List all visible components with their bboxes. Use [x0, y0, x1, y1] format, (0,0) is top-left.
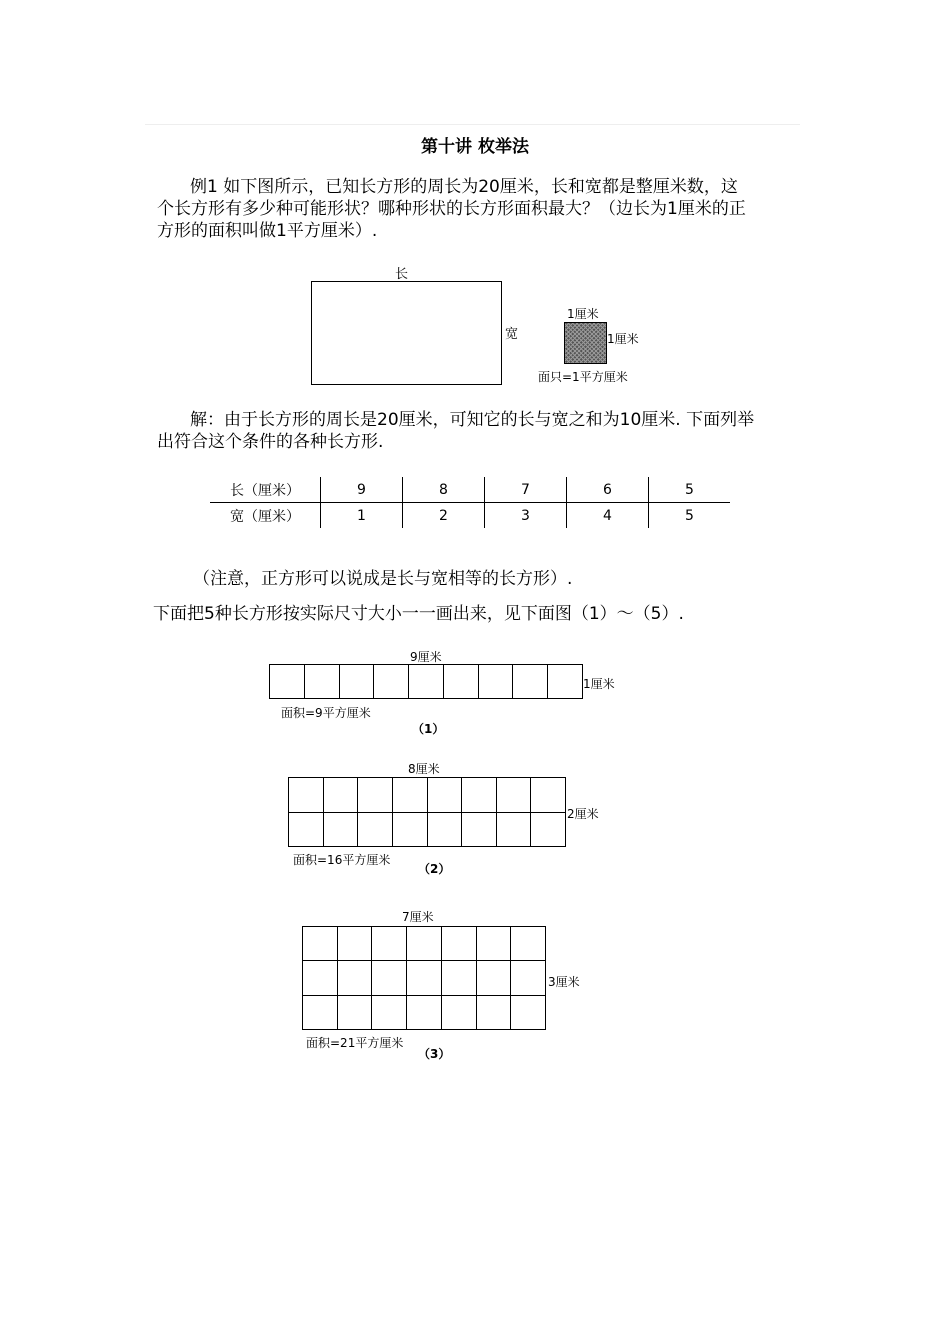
- unit-cell: [303, 961, 338, 995]
- table-cell: 5: [649, 477, 731, 503]
- unit-cell: [477, 961, 512, 995]
- unit-cell: [444, 665, 479, 699]
- unit-cell: [407, 961, 442, 995]
- unit-square-area-label: 面只=1平方厘米: [538, 370, 628, 384]
- unit-cell: [324, 813, 359, 848]
- unit-cell: [372, 996, 407, 1030]
- unit-cell: [442, 961, 477, 995]
- table-row: [210, 503, 730, 529]
- table-cell: 1: [321, 503, 403, 529]
- solution-line-2: 出符合这个条件的各种长方形.: [157, 432, 384, 452]
- unit-cell: [477, 996, 512, 1030]
- unit-cell: [511, 927, 546, 961]
- table-cell: 4: [567, 503, 649, 529]
- dimensions-table: [210, 477, 730, 528]
- unit-cell: [462, 778, 497, 813]
- rect3-side-label: 3厘米: [548, 975, 580, 989]
- table-cell: 6: [567, 477, 649, 503]
- table-cell: 3: [485, 503, 567, 529]
- unit-cell: [270, 665, 305, 699]
- unit-cell: [428, 778, 463, 813]
- example-line-2: 个长方形有多少种可能形状？哪种形状的长方形面积最大？（边长为1厘米的正: [157, 199, 746, 219]
- rect1-grid: [269, 664, 583, 699]
- unit-cell: [393, 778, 428, 813]
- header-rule: [145, 124, 800, 125]
- unit-square-top-label: 1厘米: [567, 307, 599, 321]
- table-row-header: 宽（厘米）: [230, 508, 300, 525]
- figure-rectangle: [311, 281, 502, 385]
- solution-line-1: 解：由于长方形的周长是20厘米，可知它的长与宽之和为10厘米. 下面列举: [190, 410, 755, 430]
- unit-cell: [497, 778, 532, 813]
- figure-length-label: 长: [395, 267, 409, 282]
- rect1-side-label: 1厘米: [583, 677, 615, 691]
- example-line-3: 方形的面积叫做1平方厘米）.: [157, 221, 378, 241]
- table-cell: 7: [485, 477, 567, 503]
- rect3-grid: [302, 926, 546, 1030]
- unit-cell: [407, 996, 442, 1030]
- unit-cell: [340, 665, 375, 699]
- unit-square-side-label: 1厘米: [607, 332, 639, 346]
- figure-width-label: 宽: [505, 327, 519, 342]
- unit-cell: [531, 778, 566, 813]
- unit-cell: [409, 665, 444, 699]
- unit-cell: [289, 778, 324, 813]
- rect1-caption: （1）: [412, 722, 445, 736]
- rect2-caption: （2）: [418, 862, 451, 876]
- unit-cell: [497, 813, 532, 848]
- rect2-side-label: 2厘米: [567, 807, 599, 821]
- unit-cell: [548, 665, 583, 699]
- unit-cell: [372, 927, 407, 961]
- unit-cell: [374, 665, 409, 699]
- unit-cell: [479, 665, 514, 699]
- rect3-caption: （3）: [418, 1047, 451, 1061]
- table-cell: 2: [403, 503, 485, 529]
- unit-cell: [303, 927, 338, 961]
- unit-cell: [442, 996, 477, 1030]
- rect1-top-label: 9厘米: [410, 650, 442, 664]
- unit-cell: [303, 996, 338, 1030]
- unit-cell: [428, 813, 463, 848]
- rect2-area-label: 面积=16平方厘米: [293, 853, 391, 867]
- table-cell: 9: [321, 477, 403, 503]
- unit-cell: [338, 996, 373, 1030]
- unit-cell: [358, 778, 393, 813]
- unit-cell: [324, 778, 359, 813]
- unit-cell: [338, 927, 373, 961]
- unit-cell: [462, 813, 497, 848]
- rect3-top-label: 7厘米: [402, 910, 434, 924]
- unit-cell: [338, 961, 373, 995]
- unit-cell: [305, 665, 340, 699]
- table-row: [210, 477, 730, 503]
- unit-square: [564, 322, 607, 364]
- table-row-header: 长（厘米）: [210, 477, 321, 503]
- unit-cell: [393, 813, 428, 848]
- draw-intro-text: 下面把5种长方形按实际尺寸大小一一画出来，见下面图（1）～（5）.: [153, 604, 684, 624]
- rect3-area-label: 面积=21平方厘米: [306, 1036, 404, 1050]
- rect2-top-label: 8厘米: [408, 762, 440, 776]
- example-line-1: 例1 如下图所示，已知长方形的周长为20厘米，长和宽都是整厘米数，这: [190, 177, 738, 197]
- unit-cell: [358, 813, 393, 848]
- unit-cell: [289, 813, 324, 848]
- unit-cell: [513, 665, 548, 699]
- note-text: （注意，正方形可以说成是长与宽相等的长方形）.: [193, 569, 573, 589]
- unit-cell: [511, 961, 546, 995]
- rect1-area-label: 面积=9平方厘米: [281, 706, 371, 720]
- table-cell: 8: [403, 477, 485, 503]
- table-cell: 5: [649, 503, 731, 529]
- unit-cell: [372, 961, 407, 995]
- unit-cell: [442, 927, 477, 961]
- unit-cell: [477, 927, 512, 961]
- page-title: 第十讲 枚举法: [421, 137, 529, 157]
- unit-cell: [531, 813, 566, 848]
- unit-cell: [511, 996, 546, 1030]
- unit-cell: [407, 927, 442, 961]
- rect2-grid: [288, 777, 566, 847]
